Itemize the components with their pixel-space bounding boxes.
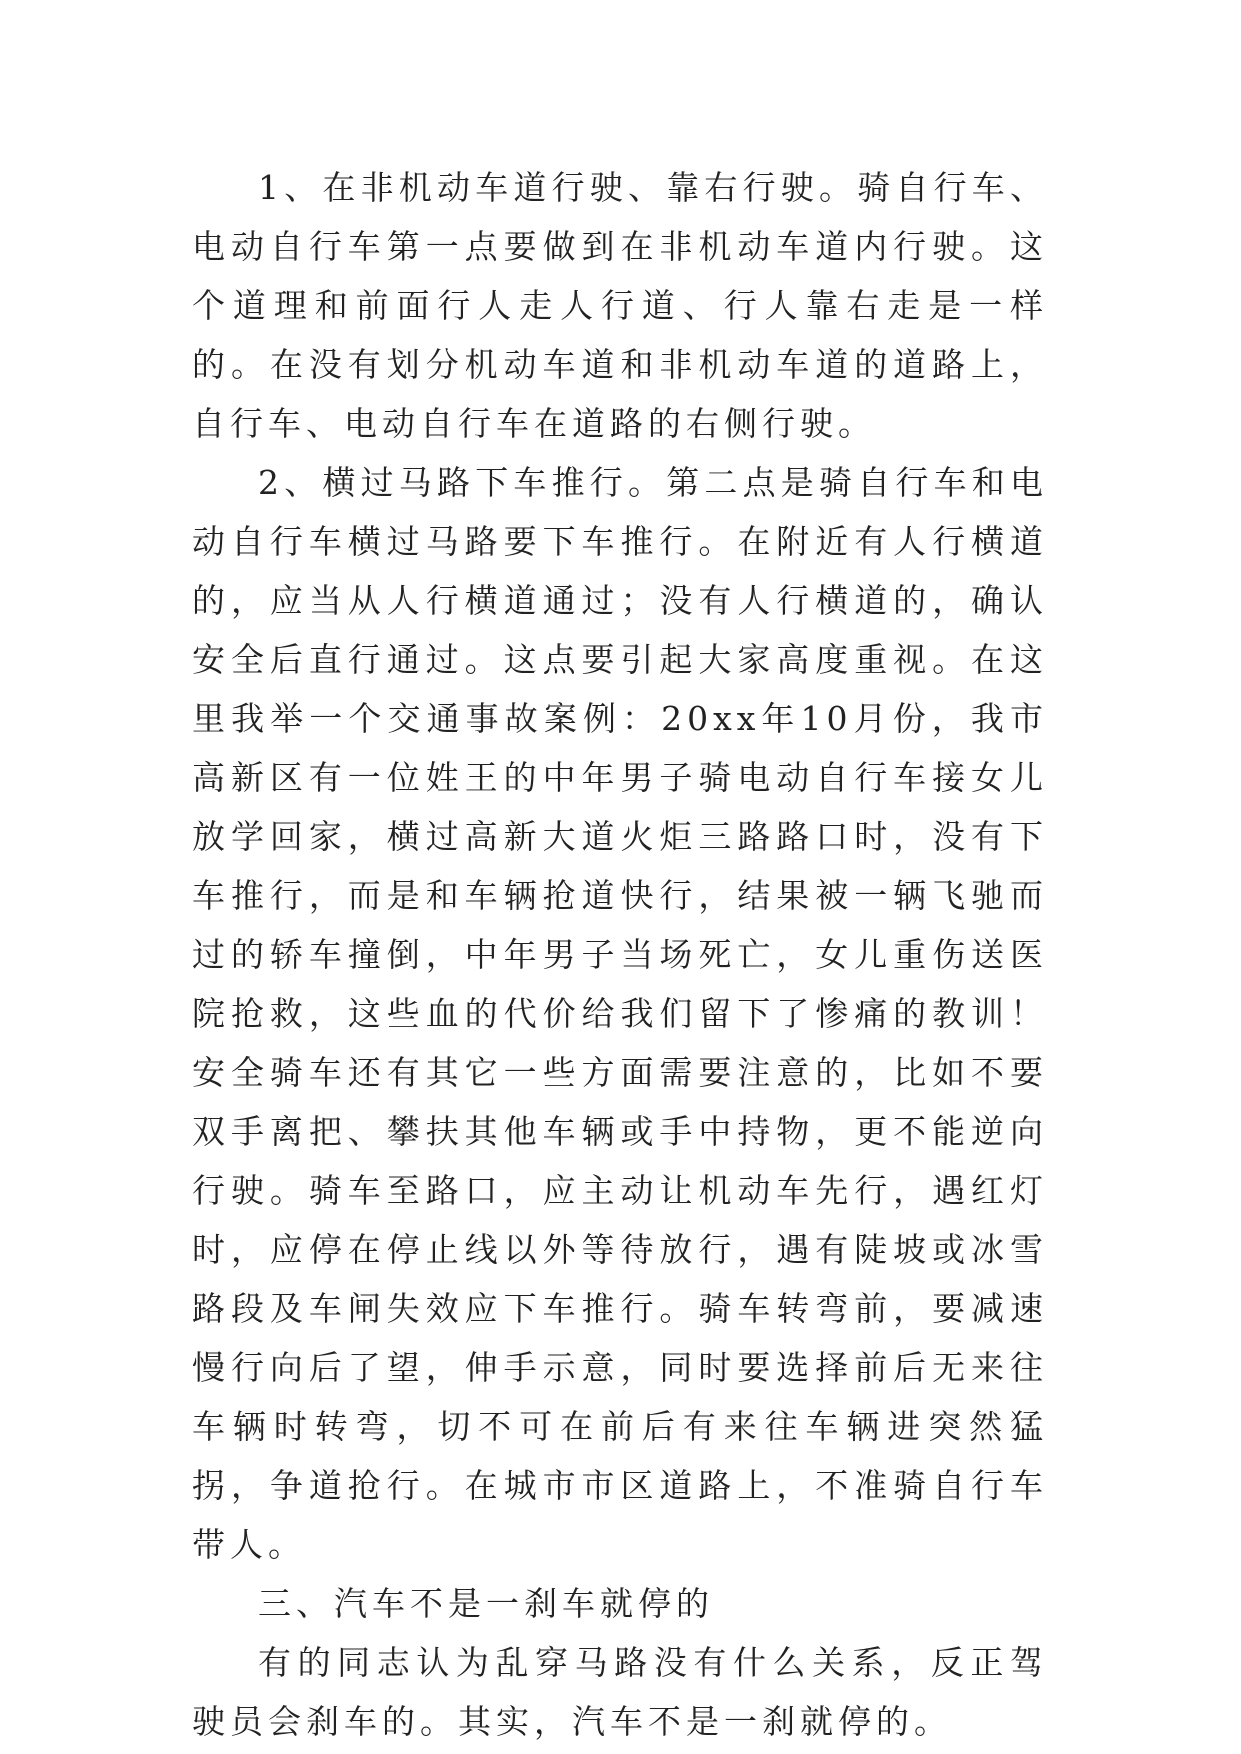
paragraph-braking: 有的同志认为乱穿马路没有什么关系，反正驾驶员会刹车的。其实，汽车不是一刹就停的。	[192, 1643, 1048, 1741]
section-heading-braking: 三、汽车不是一刹车就停的	[258, 1584, 714, 1623]
paragraph-crossing-road: 2、横过马路下车推行。第二点是骑自行车和电动自行车横过马路要下车推行。在附近有人行横道的，应当从人行横道通过；没有人行横道的，确认安全后直行通过。这点要引起大家高度重视。在这里我举一个交通事故案例：20xx年10月份，我市高新区有一位姓王的中年男子骑电动自行车接女儿放学回家，横过高新大道火炬三路路口时，没有下车推行，而是和车辆抢道快行，结果被一辆飞驰而过的轿车撞倒，中年男子当场死亡，女儿重伤送医院抢救，这些血的代价给我们留下了惨痛的教训！安全骑车还有其它一些方面需要注意的，比如不要双手离把、攀扶其他车辆或手中持物，更不能逆向行驶。骑车至路口，应主动让机动车先行，遇红灯时，应停在停止线以外等待放行，遇有陡坡或冰雪路段及车闸失效应下车推行。骑车转弯前，要减速慢行向后了望，伸手示意，同时要选择前后无来往车辆时转弯，切不可在前后有来往车辆进突然猛拐，争道抢行。在城市市区道路上，不准骑自行车带人。	[192, 463, 1048, 1564]
document-body	[192, 158, 1048, 1751]
paragraph-bicycle-lane: 1、在非机动车道行驶、靠右行驶。骑自行车、电动自行车第一点要做到在非机动车道内行驶。这个道理和前面行人走人行道、行人靠右走是一样的。在没有划分机动车道和非机动车道的道路上，自行车、电动自行车在道路的右侧行驶。	[192, 168, 1048, 443]
